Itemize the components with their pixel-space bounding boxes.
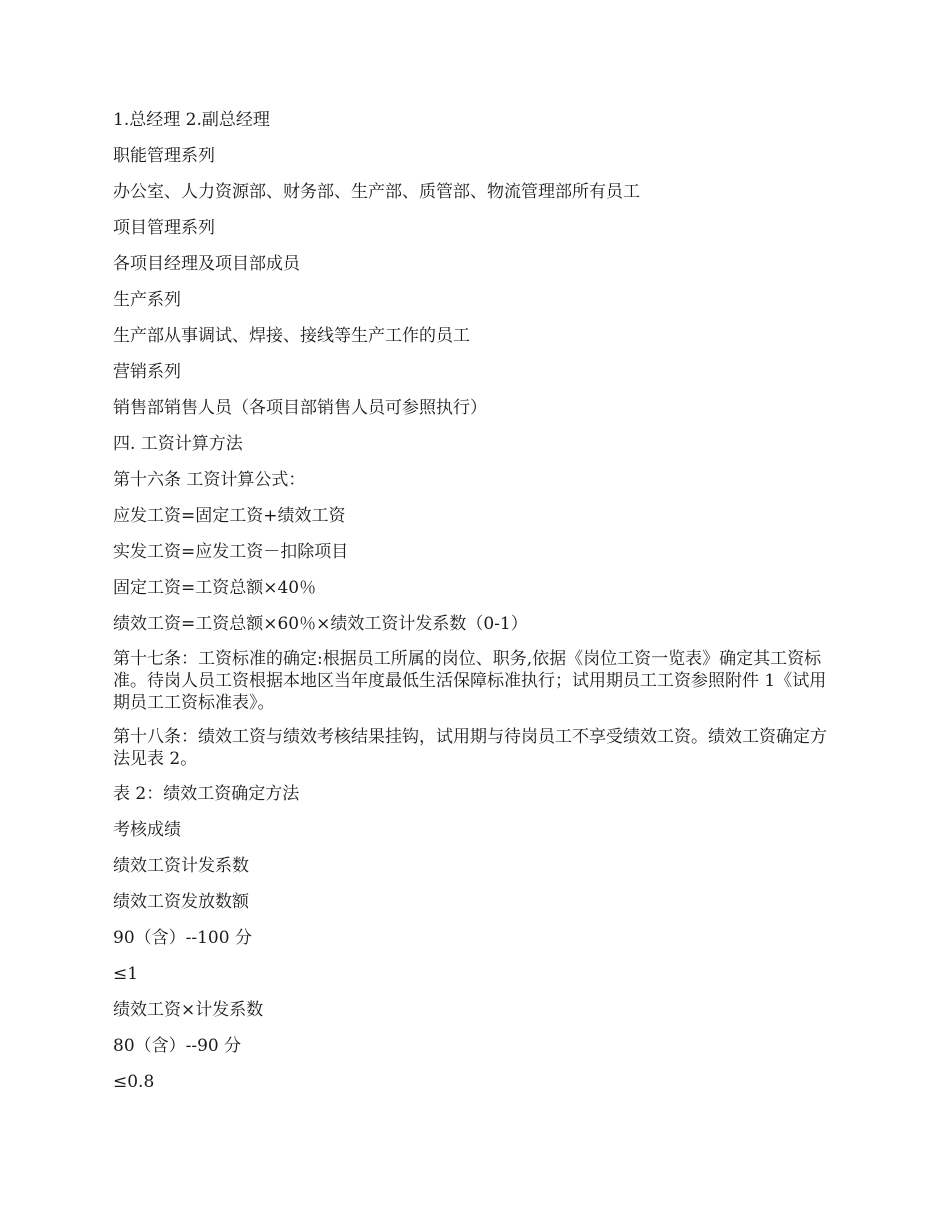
paragraph-production-members: 生产部从事调试、焊接、接线等生产工作的员工 [113, 326, 470, 346]
table-header-amount: 绩效工资发放数额 [113, 892, 249, 912]
table-cell-coefficient: ≤0.8 [113, 1072, 155, 1092]
paragraph-series-functional: 职能管理系列 [113, 146, 215, 166]
table-header-coefficient: 绩效工资计发系数 [113, 856, 249, 876]
table-header-score: 考核成绩 [113, 820, 181, 840]
paragraph-project-members: 各项目经理及项目部成员 [113, 254, 300, 274]
article-16: 第十六条 工资计算公式： [113, 470, 306, 490]
formula-net-pay: 实发工资=应发工资－扣除项目 [113, 542, 349, 562]
formula-gross-pay: 应发工资=固定工资+绩效工资 [113, 506, 346, 526]
paragraph-series-project: 项目管理系列 [113, 218, 215, 238]
table-cell-score-range: 80（含）--90 分 [113, 1036, 242, 1056]
table-caption: 表 2：绩效工资确定方法 [113, 784, 300, 804]
paragraph-functional-members: 办公室、人力资源部、财务部、生产部、质管部、物流管理部所有员工 [113, 182, 640, 202]
formula-fixed-pay: 固定工资=工资总额×40％ [113, 578, 317, 598]
section-heading: 四. 工资计算方法 [113, 434, 243, 454]
paragraph-series-production: 生产系列 [113, 290, 181, 310]
table-cell-amount: 绩效工资×计发系数 [113, 1000, 264, 1020]
paragraph-positions: 1.总经理 2.副总经理 [113, 110, 270, 130]
paragraph-series-sales: 营销系列 [113, 362, 181, 382]
table-cell-coefficient: ≤1 [113, 964, 139, 984]
table-cell-score-range: 90（含）--100 分 [113, 928, 252, 948]
document-page [113, 108, 843, 1106]
article-18: 第十八条：绩效工资与绩效考核结果挂钩，试用期与待岗员工不享受绩效工资。绩效工资确定方法见表 2。 [113, 727, 827, 769]
article-17: 第十七条：工资标准的确定:根据员工所属的岗位、职务,依据《岗位工资一览表》确定其工资标准。待岗人员工资根据本地区当年度最低生活保障标准执行；试用期员工工资参照附件 1《试用期员工工资标准表》。 [113, 649, 827, 713]
formula-performance-pay: 绩效工资=工资总额×60％×绩效工资计发系数（0-1） [113, 614, 528, 634]
paragraph-sales-members: 销售部销售人员（各项目部销售人员可参照执行） [113, 398, 487, 418]
